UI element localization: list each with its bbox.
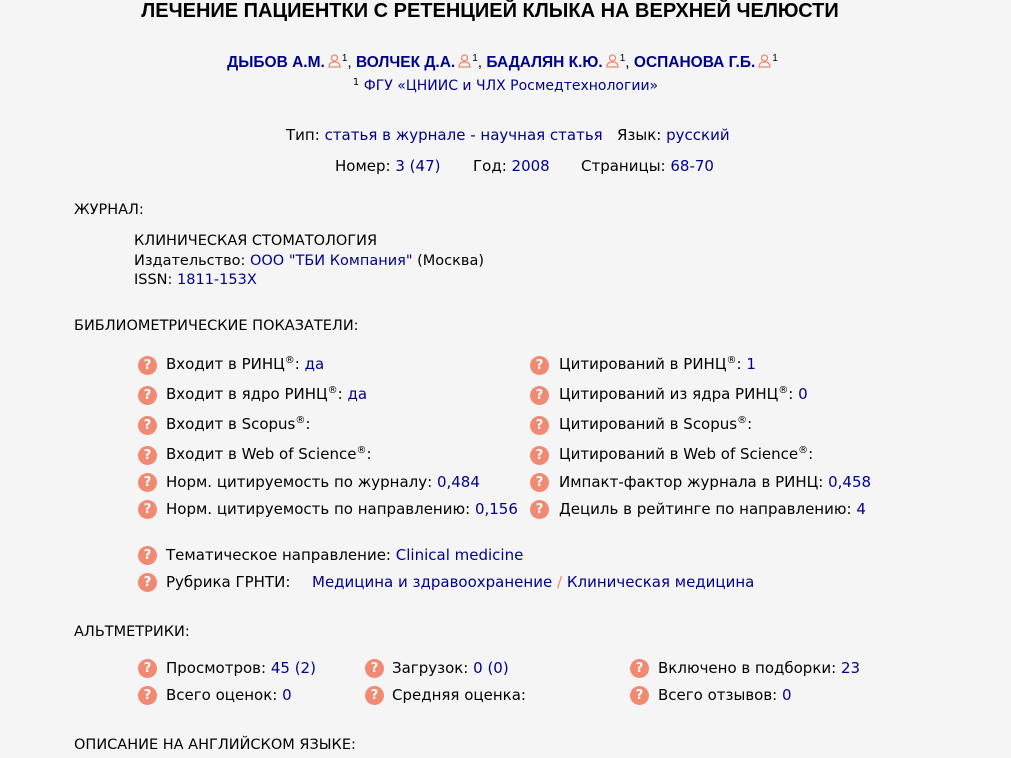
- author-profile-icon[interactable]: [327, 53, 342, 68]
- publisher-link[interactable]: ООО "ТБИ Компания": [249, 253, 413, 269]
- help-icon[interactable]: ?: [138, 446, 157, 465]
- pages-field: Страницы: 68-70: [581, 157, 714, 175]
- author-link[interactable]: ДЫБОВ А.М.: [227, 54, 325, 71]
- language-field: Язык: русский: [617, 126, 730, 144]
- help-icon[interactable]: ?: [630, 659, 649, 678]
- help-icon[interactable]: ?: [530, 416, 549, 435]
- biblio-row: Входит в Scopus®:: [166, 415, 311, 433]
- journal-heading: ЖУРНАЛ:: [74, 202, 144, 218]
- help-icon[interactable]: ?: [138, 500, 157, 519]
- journal-name-link[interactable]: КЛИНИЧЕСКАЯ СТОМАТОЛОГИЯ: [134, 233, 378, 249]
- help-icon[interactable]: ?: [138, 573, 157, 592]
- biblio-row: Импакт-фактор журнала в РИНЦ: 0,458: [559, 473, 872, 491]
- biblio-heading: БИБЛИОМЕТРИЧЕСКИЕ ПОКАЗАТЕЛИ:: [74, 318, 359, 334]
- help-icon[interactable]: ?: [530, 500, 549, 519]
- english-description-heading: ОПИСАНИЕ НА АНГЛИЙСКОМ ЯЗЫКЕ:: [74, 737, 356, 753]
- grnti-link-1[interactable]: Медицина и здравоохранение: [312, 573, 553, 591]
- author-profile-icon[interactable]: [605, 53, 620, 68]
- biblio-row: Входит в РИНЦ®: да: [166, 355, 325, 373]
- grnti-label: Рубрика ГРНТИ:: [166, 573, 291, 591]
- biblio-row: Цитирований в РИНЦ®: 1: [559, 355, 756, 373]
- issue-number-field: Номер: 3 (47): [335, 157, 441, 175]
- biblio-row: Норм. цитируемость по направлению: 0,156: [166, 500, 518, 518]
- publisher-line: Издательство: ООО "ТБИ Компания" (Москва): [134, 253, 484, 269]
- type-value[interactable]: статья в журнале - научная статья: [324, 126, 603, 144]
- biblio-row: Дециль в рейтинге по направлению: 4: [559, 500, 866, 518]
- help-icon[interactable]: ?: [365, 686, 384, 705]
- issue-number-link[interactable]: 3 (47): [395, 157, 441, 175]
- authors-line: ДЫБОВ А.М. $^1$, ВОЛЧЕК Д.А. $^1$, БАДАЛЯН К.Ю. $^1$, ОСПАНОВА Г.Б. $^1$: [227, 53, 778, 71]
- page-title: ЛЕЧЕНИЕ ПАЦИЕНТКИ С РЕТЕНЦИЕЙ КЛЫКА НА ВЕРХНЕЙ ЧЕЛЮСТИ: [141, 0, 839, 22]
- help-icon[interactable]: ?: [138, 546, 157, 565]
- help-icon[interactable]: ?: [138, 473, 157, 492]
- affiliation-link[interactable]: ФГУ «ЦНИИС и ЧЛХ Росмедтехнологии»: [363, 78, 659, 94]
- help-icon[interactable]: ?: [530, 356, 549, 375]
- biblio-row: Цитирований в Web of Science®:: [559, 445, 814, 463]
- biblio-row: Входит в Web of Science®:: [166, 445, 372, 463]
- help-icon[interactable]: ?: [630, 686, 649, 705]
- altmetrics-heading: АЛЬТМЕТРИКИ:: [74, 624, 190, 640]
- help-icon[interactable]: ?: [138, 386, 157, 405]
- author-link[interactable]: БАДАЛЯН К.Ю.: [486, 54, 603, 71]
- biblio-row: Входит в ядро РИНЦ®: да: [166, 385, 368, 403]
- help-icon[interactable]: ?: [530, 473, 549, 492]
- help-icon[interactable]: ?: [138, 659, 157, 678]
- help-icon[interactable]: ?: [138, 686, 157, 705]
- affiliation: $^1$ ФГУ «ЦНИИС и ЧЛХ Росмедтехнологии»: [352, 77, 659, 94]
- thematic-row: Тематическое направление: Clinical medicine: [166, 546, 524, 564]
- author-link[interactable]: ОСПАНОВА Г.Б.: [633, 54, 756, 71]
- type-field: Тип: статья в журнале - научная статья: [286, 126, 603, 144]
- help-icon[interactable]: ?: [530, 386, 549, 405]
- pages-value: 68-70: [670, 157, 714, 175]
- ratings-stat: Всего оценок: 0: [166, 686, 292, 704]
- biblio-row: Цитирований в Scopus®:: [559, 415, 753, 433]
- year-link[interactable]: 2008: [511, 157, 550, 175]
- biblio-row: Цитирований из ядра РИНЦ®: 0: [559, 385, 808, 403]
- biblio-row: Норм. цитируемость по журналу: 0,484: [166, 473, 480, 491]
- year-field: Год: 2008: [473, 157, 550, 175]
- help-icon[interactable]: ?: [365, 659, 384, 678]
- citations-link[interactable]: 1: [746, 355, 756, 373]
- language-value: русский: [666, 126, 730, 144]
- downloads-stat: Загрузок: 0 (0): [392, 659, 509, 677]
- thematic-link[interactable]: Clinical medicine: [395, 546, 524, 564]
- collections-link[interactable]: 23: [840, 659, 861, 677]
- help-icon[interactable]: ?: [138, 416, 157, 435]
- views-stat: Просмотров: 45 (2): [166, 659, 316, 677]
- grnti-link-2[interactable]: Клиническая медицина: [566, 573, 755, 591]
- author-profile-icon[interactable]: [757, 53, 772, 68]
- help-icon[interactable]: ?: [138, 356, 157, 375]
- help-icon[interactable]: ?: [530, 446, 549, 465]
- issn-line: ISSN: 1811-153X: [134, 272, 257, 288]
- issn-link[interactable]: 1811-153X: [177, 272, 257, 288]
- collections-stat: Включено в подборки: 23: [658, 659, 861, 677]
- author-profile-icon[interactable]: [457, 53, 472, 68]
- author-link[interactable]: ВОЛЧЕК Д.А.: [356, 54, 456, 71]
- reviews-stat: Всего отзывов: 0: [658, 686, 792, 704]
- grnti-row: Медицина и здравоохранение / Клиническая медицина: [312, 573, 755, 591]
- avg-rating-stat: Средняя оценка:: [392, 686, 526, 704]
